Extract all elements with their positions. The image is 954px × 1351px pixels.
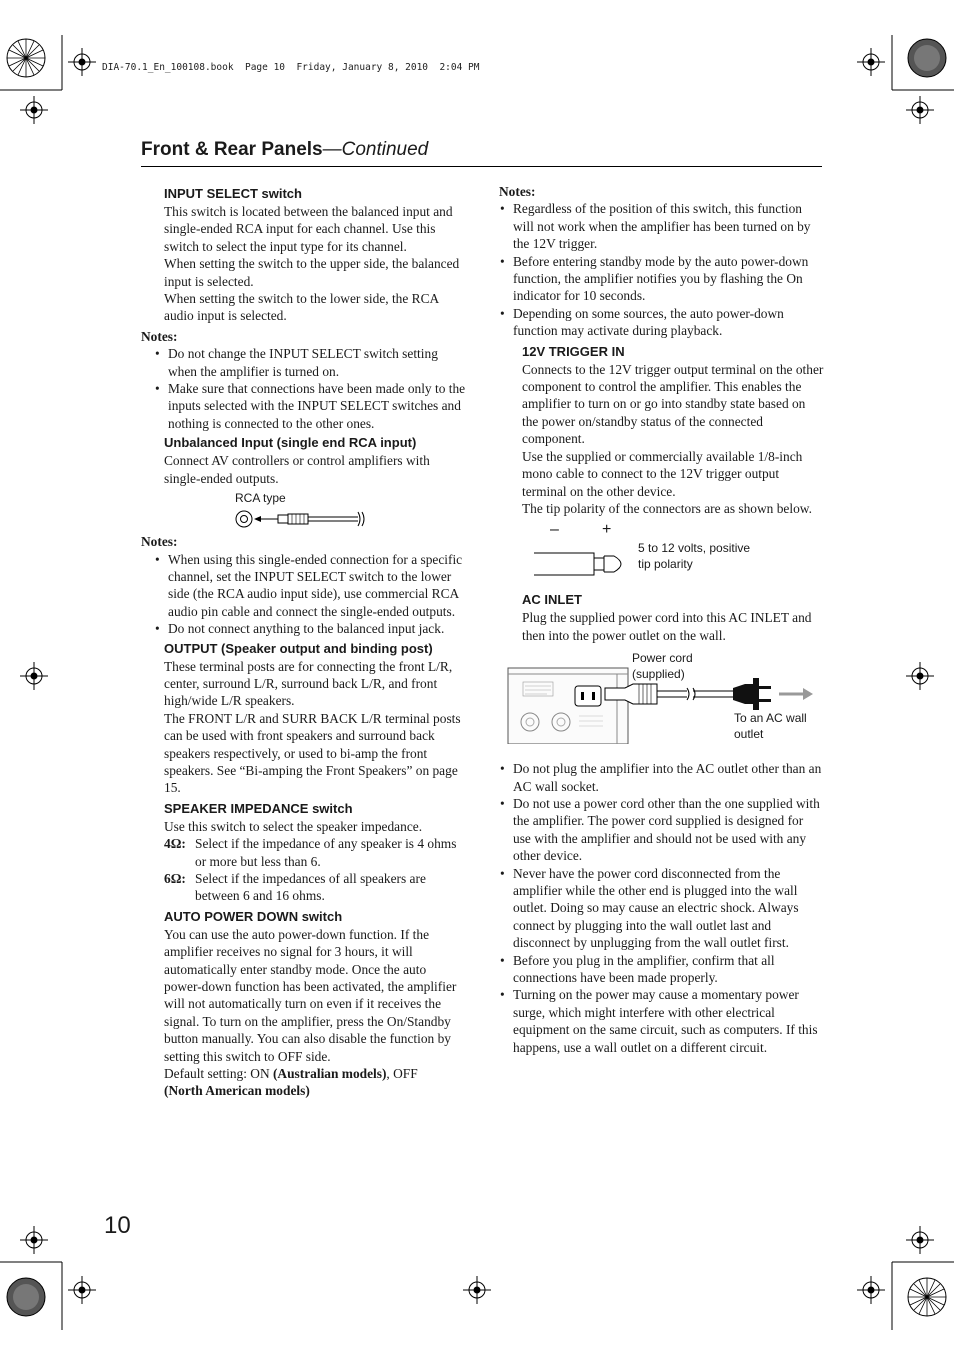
- polarity-label-1: 5 to 12 volts, positive: [638, 541, 751, 556]
- auto-power-p1: You can use the auto power-down function. If the amplifier receives no signal for 3 hours, it will automatically enter standby mode. Once the auto power-down function has been activated, the amplifier will not automatically turn on even if it receives the signal. To turn on the amplifier, press the On/Standby button manually. You can also disable the function by setting this switch to OFF side.: [164, 926, 457, 1064]
- note-item: • Do not connect anything to the balanced input jack.: [154, 620, 466, 637]
- default-prefix: Default setting: ON: [164, 1066, 273, 1082]
- rca-type-label: RCA type: [235, 491, 286, 506]
- input-select-p3: When setting the switch to the lower side, the RCA audio input is selected.: [164, 291, 439, 324]
- note-item: • Do not change the INPUT SELECT switch setting when the amplifier is turned on.: [154, 345, 466, 380]
- trigger-section: [499, 343, 824, 644]
- rca-cable-icon: [234, 507, 374, 531]
- page-number: 10: [104, 1212, 131, 1239]
- impedance-section: [141, 800, 466, 905]
- term-text: Select if the impedances of all speakers are between 6 and 16 ohms.: [195, 871, 426, 904]
- output-heading: OUTPUT (Speaker output and binding post): [164, 640, 433, 656]
- note-item: • Make sure that connections have been made only to the inputs selected with the INPUT SELECT switches and nothing is connected to the other ones.: [154, 380, 466, 432]
- input-select-p1: This switch is located between the balanced input and single-ended RCA input for each channel. Use this switch to select the input type for its channel.: [164, 204, 453, 254]
- trigger-p3: The tip polarity of the connectors are as shown below.: [522, 500, 812, 516]
- input-select-p2: When setting the switch to the upper side, the balanced input is selected.: [164, 256, 460, 289]
- impedance-term-4: [164, 835, 466, 870]
- right-column: [499, 183, 824, 1056]
- power-cord-label-1: Power cord: [632, 651, 693, 666]
- notes-title: Notes:: [499, 184, 536, 199]
- note-item: • Before entering standby mode by the auto power-down function, the amplifier notifies you by flashing the On indicator for 10 seconds.: [499, 253, 824, 305]
- power-cord-label-2: (supplied): [632, 667, 685, 682]
- header-rule: [141, 166, 822, 167]
- auto-power-heading: AUTO POWER DOWN switch: [164, 908, 343, 924]
- ac-inlet-diagram: [507, 664, 817, 744]
- notes-title: Notes:: [141, 534, 178, 550]
- note-item: • Regardless of the position of this switch, this function will not work when the amplifier has been turned on by the 12V trigger.: [499, 200, 824, 252]
- ac-cautions-list: [499, 760, 824, 1056]
- plus-sign: +: [602, 521, 612, 539]
- note-item: • Depending on some sources, the auto power-down function may activate during playback.: [499, 305, 824, 340]
- caution-item: • Never have the power cord disconnected from the amplifier while the other end is plugged into the wall outlet. Doing so may cause an electric shock. Always connect by plugging into the wall outlet last and disconnect by unplugging from the wall outlet first.: [499, 865, 824, 952]
- header-title: Front & Rear Panels: [141, 139, 323, 160]
- input-select-heading: INPUT SELECT switch: [164, 186, 302, 201]
- input-select-section: [141, 185, 466, 325]
- impedance-heading: SPEAKER IMPEDANCE switch: [164, 800, 353, 816]
- term-label: 6Ω:: [164, 871, 186, 886]
- term-text: Select if the impedance of any speaker is 4 ohms or more but less than 6.: [195, 836, 457, 869]
- output-section: [141, 640, 466, 797]
- output-p1: These terminal posts are for connecting the front L/R, center, surround L/R, surround back L/R, and front high/wide L/R speakers.: [164, 658, 453, 709]
- notes-list: [141, 345, 466, 432]
- unbalanced-p1: Connect AV controllers or control amplifiers with single-ended outputs.: [164, 453, 430, 486]
- unbalanced-section: [141, 434, 466, 533]
- trigger-p1: Connects to the 12V trigger output terminal on the other component to control the amplifier. This enables the amplifier to turn on or go into standby state based on the power on/standby status of the connected component.: [522, 361, 824, 447]
- notes-title: Notes:: [141, 328, 178, 344]
- output-p2: The FRONT L/R and SURR BACK L/R terminal posts can be used with front speakers and surround back speakers respectively, or used to bi-amp the front speakers. See “Bi-amping the Front Speakers” on page 15.: [164, 710, 461, 796]
- page-header: [141, 139, 428, 161]
- header-suffix: —Continued: [322, 139, 429, 160]
- default-au: (Australian models): [272, 1066, 387, 1082]
- term-label: 4Ω:: [164, 836, 186, 852]
- default-mid: , OFF: [386, 1066, 418, 1082]
- default-setting: [164, 1065, 466, 1100]
- ac-inlet-figure: [499, 650, 824, 760]
- caution-item: • Before you plug in the amplifier, confirm that all connections have been made properly.: [499, 952, 824, 987]
- mono-plug-icon: [532, 547, 642, 581]
- unbalanced-heading: Unbalanced Input (single end RCA input): [164, 435, 417, 451]
- polarity-label-2: tip polarity: [638, 557, 693, 572]
- book-info-line: DIA-70.1_En_100108.book Page 10 Friday, January 8, 2010 2:04 PM: [102, 62, 480, 73]
- rca-figure: [164, 487, 466, 533]
- notes-list: [499, 200, 824, 339]
- auto-power-section: [141, 908, 466, 1100]
- wall-outlet-label-2: outlet: [734, 727, 764, 742]
- caution-item: • Do not plug the amplifier into the AC outlet other than an AC wall socket.: [499, 760, 824, 795]
- note-item: • When using this single-ended connection for a specific channel, set the INPUT SELECT switch to the lower side (the RCA audio input side), use commercial RCA audio pin cable and connect the single-ended outputs.: [154, 551, 466, 621]
- caution-item: • Turning on the power may cause a momentary power surge, which might interfere with other electrical equipment on the same circuit, such as computers. If this happens, use a wall outlet on a different circuit.: [499, 986, 824, 1056]
- trigger-heading: 12V TRIGGER IN: [522, 343, 625, 359]
- default-na: (North American models): [164, 1083, 310, 1099]
- minus-sign: –: [550, 521, 559, 539]
- trigger-p2: Use the supplied or commercially available 1/8-inch mono cable to connect to the 12V trigger output terminal on the other device.: [522, 448, 803, 499]
- impedance-p1: Use this switch to select the speaker impedance.: [164, 818, 423, 834]
- notes-list: [141, 551, 466, 638]
- impedance-term-6: [164, 870, 466, 905]
- ac-inlet-heading: AC INLET: [522, 592, 582, 608]
- left-column: [141, 185, 466, 1100]
- ac-inlet-p1: Plug the supplied power cord into this AC INLET and then into the power outlet on the wall.: [522, 610, 812, 643]
- wall-outlet-label-1: To an AC wall: [734, 711, 807, 726]
- trigger-figure: [522, 517, 824, 591]
- caution-item: • Do not use a power cord other than the one supplied with the amplifier. The power cord supplied is designed for use with the amplifier and should not be used with any other device.: [499, 795, 824, 865]
